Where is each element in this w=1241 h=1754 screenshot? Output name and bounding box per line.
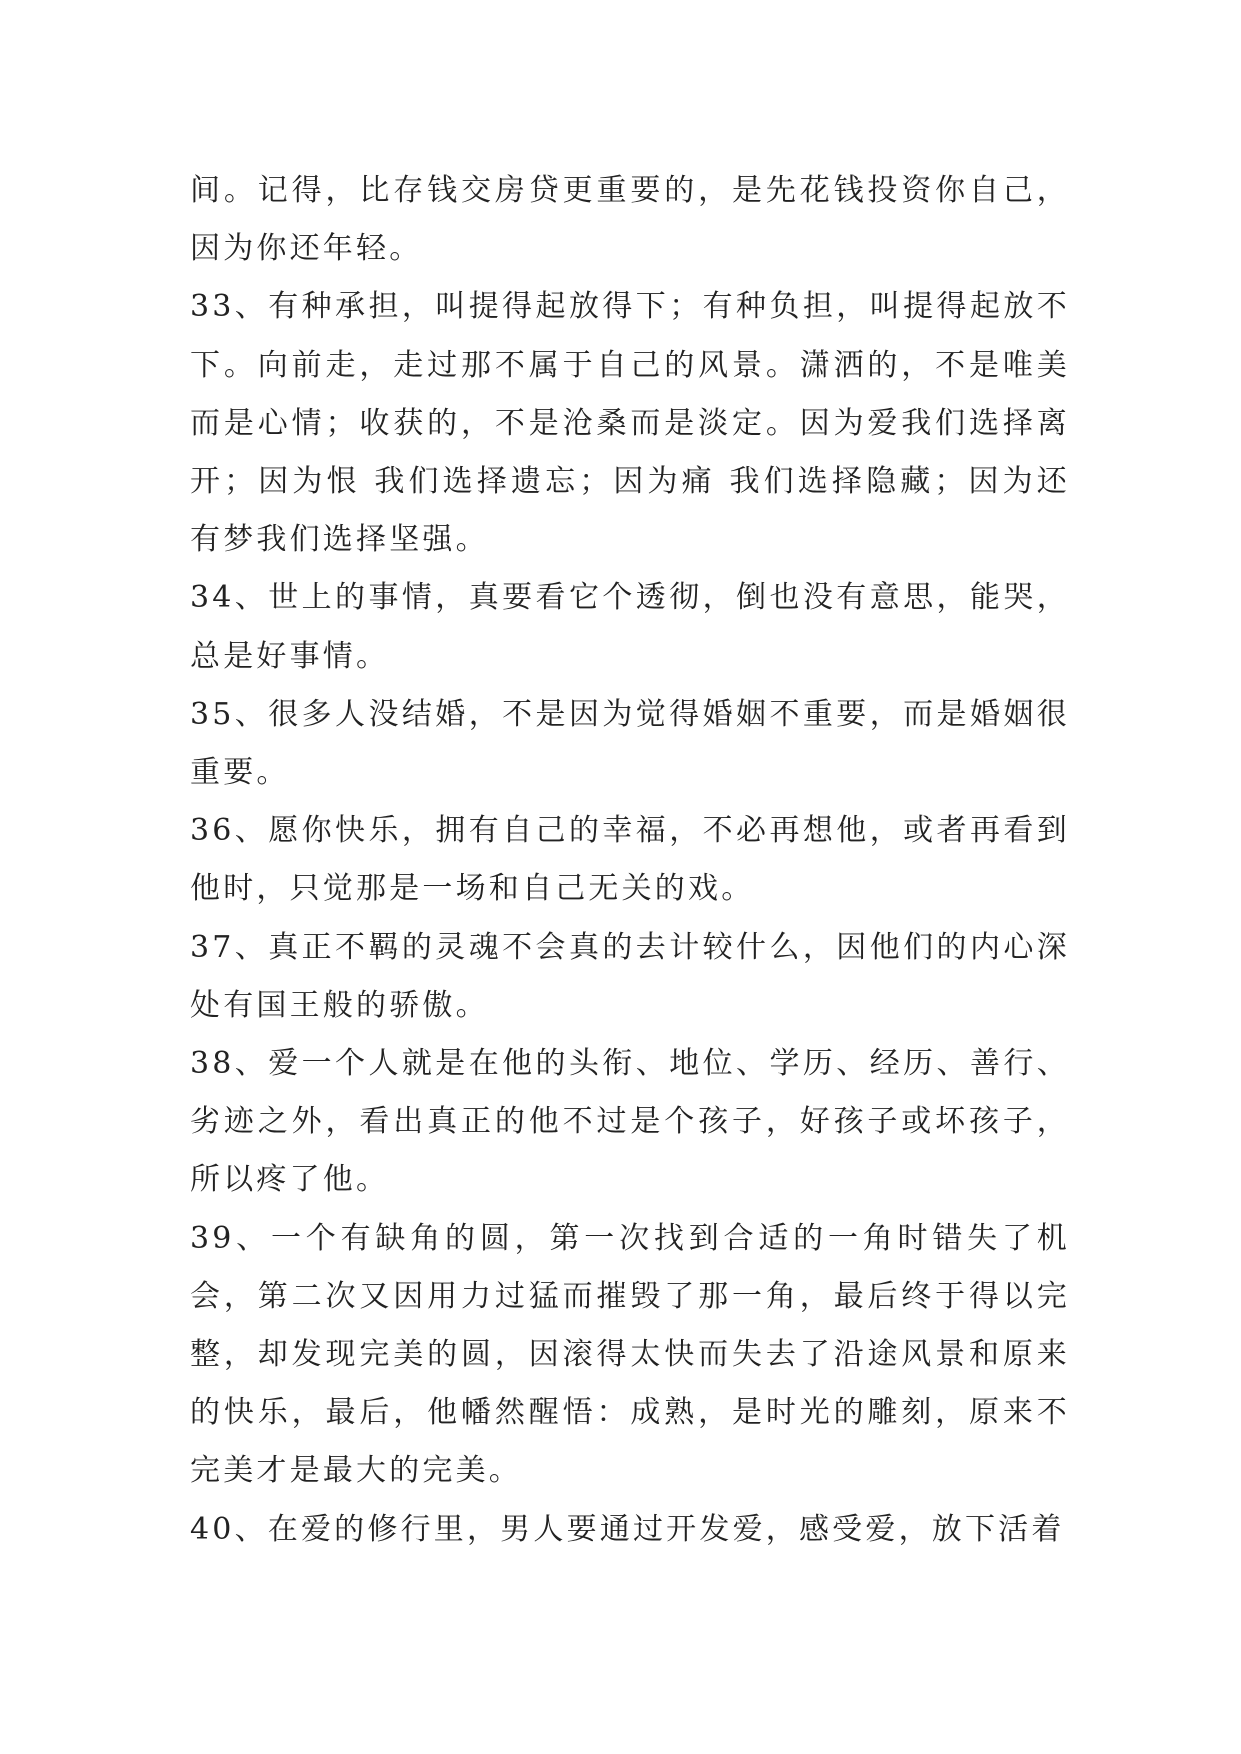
paragraph-36: 36、愿你快乐，拥有自己的幸福，不必再想他，或者再看到他时，只觉那是一场和自己无关的戏。 [190, 813, 1070, 907]
document-body [190, 162, 1070, 1559]
paragraph-continuation: 间。记得，比存钱交房贷更重要的，是先花钱投资你自己，因为你还年轻。 [190, 173, 1070, 267]
paragraph-39: 39、一个有缺角的圆，第一次找到合适的一角时错失了机会，第二次又因用力过猛而摧毁了那一角，最后终于得以完整，却发现完美的圆，因滚得太快而失去了沿途风景和原来的快乐，最后，他幡然醒悟：成熟，是时光的雕刻，原来不完美才是最大的完美。 [190, 1220, 1070, 1489]
paragraph-34: 34、世上的事情，真要看它个透彻，倒也没有意思，能哭，总是好事情。 [190, 580, 1070, 674]
paragraph-37: 37、真正不羁的灵魂不会真的去计较什么，因他们的内心深处有国王般的骄傲。 [190, 929, 1070, 1023]
paragraph-33: 33、有种承担，叫提得起放得下；有种负担，叫提得起放不下。向前走，走过那不属于自己的风景。潇洒的，不是唯美而是心情；收获的，不是沧桑而是淡定。因为爱我们选择离开；因为恨 我们选择遗忘；因为痛 我们选择隐藏；因为还有梦我们选择坚强。 [190, 289, 1070, 558]
paragraph-38: 38、爱一个人就是在他的头衔、地位、学历、经历、善行、劣迹之外，看出真正的他不过是个孩子，好孩子或坏孩子，所以疼了他。 [190, 1046, 1070, 1198]
paragraph-40: 40、在爱的修行里，男人要通过开发爱，感受爱，放下活着 [190, 1511, 1065, 1547]
paragraph-35: 35、很多人没结婚，不是因为觉得婚姻不重要，而是婚姻很重要。 [190, 696, 1070, 791]
